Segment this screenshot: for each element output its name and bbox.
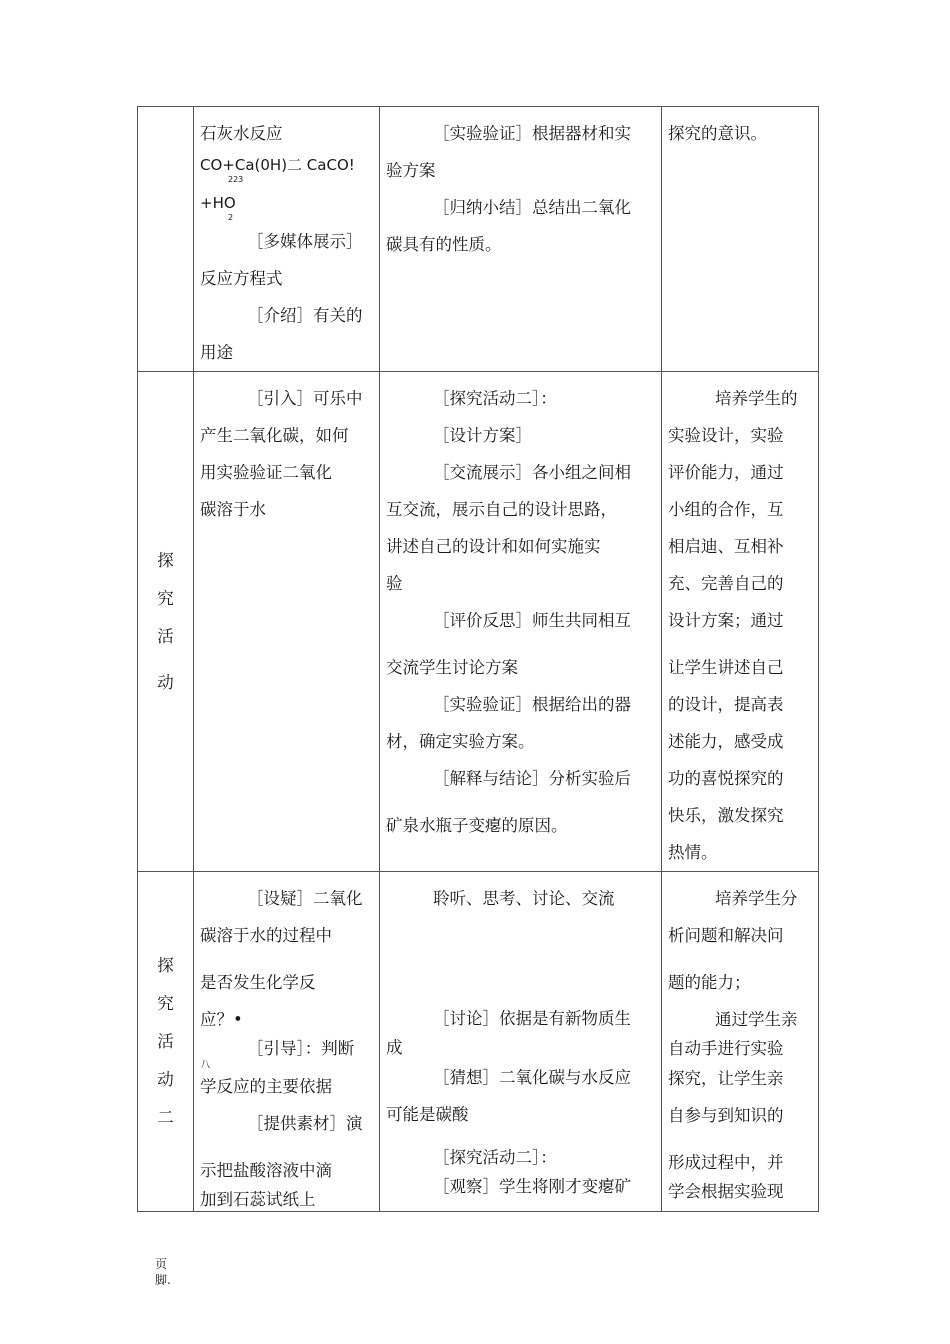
text-line: 培养学生分 (715, 889, 798, 908)
text-line: ［实验验证］根据给出的器 (433, 695, 631, 714)
text-line: 让学生讲述自己 (668, 658, 784, 677)
table-row (138, 372, 819, 872)
text-line: ［猜想］二氧化碳与水反应 (433, 1068, 631, 1087)
text-line: 讲述自己的设计和如何实施实 (386, 537, 601, 556)
text-line: 碳溶于水的过程中 (200, 926, 332, 945)
text-line: 用实验验证二氧化 (200, 463, 332, 482)
design-intent-cell (662, 107, 819, 372)
text-line: ［评价反思］师生共同相互 (433, 611, 631, 630)
text-line: ［探究活动二］： (433, 1148, 557, 1167)
equation-subscripts: 223 (228, 175, 244, 184)
student-activity-cell (380, 872, 662, 1212)
text-line: 通过学生亲 (715, 1010, 798, 1029)
text-line: 形成过程中，并 (668, 1153, 784, 1172)
text-line: ［引入］可乐中 (247, 389, 363, 408)
text-line: 验方案 (386, 161, 436, 180)
text-line: ［引导］：判断 (247, 1039, 355, 1058)
stage-label-char: 究 (157, 993, 174, 1013)
text-line: ［探究活动二］： (433, 389, 557, 408)
text-line: 石灰水反应 (200, 124, 283, 143)
stage-label-char: 探 (157, 955, 174, 975)
chemical-equation: CO+Ca(0H)二 CaCO! (200, 156, 355, 174)
text-line: 培养学生的 (715, 389, 798, 408)
stage-label-char: 活 (157, 626, 174, 646)
text-line: 探究的意识。 (668, 124, 767, 143)
text-line: 学反应的主要依据 (200, 1077, 332, 1096)
text-line: 析问题和解决问 (668, 926, 784, 945)
text-line: 评价能力，通过 (668, 463, 784, 482)
lesson-plan-table (137, 106, 819, 1212)
equation-subscripts: 2 (228, 213, 234, 222)
text-fragment: 八 (200, 1060, 211, 1068)
text-line: 碳具有的性质。 (386, 235, 502, 254)
text-line: 互交流，展示自己的设计思路， (386, 500, 617, 519)
teacher-activity-cell (194, 107, 380, 372)
stage-cell (138, 872, 194, 1212)
text-line: 加到石蕊试纸上 (200, 1190, 316, 1209)
text-line: 成 (386, 1038, 403, 1057)
teacher-activity-cell (194, 372, 380, 872)
text-line: 述能力，感受成 (668, 732, 784, 751)
text-line: 自参与到知识的 (668, 1106, 784, 1125)
text-line: 交流学生讨论方案 (386, 658, 518, 677)
text-line: 学会根据实验现 (668, 1182, 784, 1201)
stage-label-char: 动 (157, 672, 174, 692)
text-line: 可能是碳酸 (386, 1105, 469, 1124)
text-line: 题的能力； (668, 973, 751, 992)
stage-label-char: 动 (157, 1069, 174, 1089)
table-row (138, 872, 819, 1212)
text-line: ［交流展示］各小组之间相 (433, 463, 631, 482)
table-row (138, 107, 819, 372)
student-activity-cell (380, 372, 662, 872)
text-line: ［讨论］依据是有新物质生 (433, 1009, 631, 1028)
chemical-equation: +HO (200, 194, 236, 212)
text-line: 自动手进行实验 (668, 1039, 784, 1058)
text-line: ［观察］学生将刚才变瘪矿 (433, 1177, 631, 1196)
text-line: 的设计，提高表 (668, 695, 784, 714)
text-line: 矿泉水瓶子变瘪的原因。 (386, 816, 568, 835)
text-line: 快乐，激发探究 (668, 806, 784, 825)
text-line: 探究，让学生亲 (668, 1069, 784, 1088)
text-line: ［提供素材］演 (247, 1114, 363, 1133)
stage-cell (138, 372, 194, 872)
text-line: 相启迪、互相补 (668, 537, 784, 556)
text-line: ［实验验证］根据器材和实 (433, 124, 631, 143)
text-line: ［多媒体展示］ (247, 232, 363, 251)
text-line: 功的喜悦探究的 (668, 769, 784, 788)
text-line: 材，确定实验方案。 (386, 732, 535, 751)
text-line: ［介绍］有关的 (247, 306, 363, 325)
text-line: 产生二氧化碳，如何 (200, 426, 349, 445)
footer-line: 脚. (155, 1273, 171, 1287)
text-line: 反应方程式 (200, 269, 283, 288)
text-line: 示把盐酸溶液中滴 (200, 1161, 332, 1180)
text-line: 实验设计，实验 (668, 426, 784, 445)
text-line: ［设计方案］ (433, 426, 532, 445)
stage-cell (138, 107, 194, 372)
text-line: 碳溶于水 (200, 500, 266, 519)
text-line: 是否发生化学反 (200, 973, 316, 992)
stage-label-char: 究 (157, 588, 174, 608)
text-line: 小组的合作，互 (668, 500, 784, 519)
stage-label-char: 活 (157, 1031, 174, 1051)
text-line: 验 (386, 574, 403, 593)
page-footer (155, 1256, 171, 1288)
text-line: 聆听、思考、讨论、交流 (433, 889, 615, 908)
text-line: 应？• (200, 1010, 243, 1029)
text-line: 设计方案；通过 (668, 611, 784, 630)
text-line: ［解释与结论］分析实验后 (433, 769, 631, 788)
design-intent-cell (662, 872, 819, 1212)
text-line: ［归纳小结］总结出二氧化 (433, 198, 631, 217)
student-activity-cell (380, 107, 662, 372)
text-line: 热情。 (668, 843, 718, 862)
teacher-activity-cell (194, 872, 380, 1212)
stage-label-char: 二 (157, 1107, 174, 1127)
text-line: 用途 (200, 343, 233, 362)
text-line: ［设疑］二氧化 (247, 889, 363, 908)
footer-line: 页 (155, 1257, 168, 1271)
stage-label-char: 探 (157, 550, 174, 570)
text-line: 充、完善自己的 (668, 574, 784, 593)
design-intent-cell (662, 372, 819, 872)
